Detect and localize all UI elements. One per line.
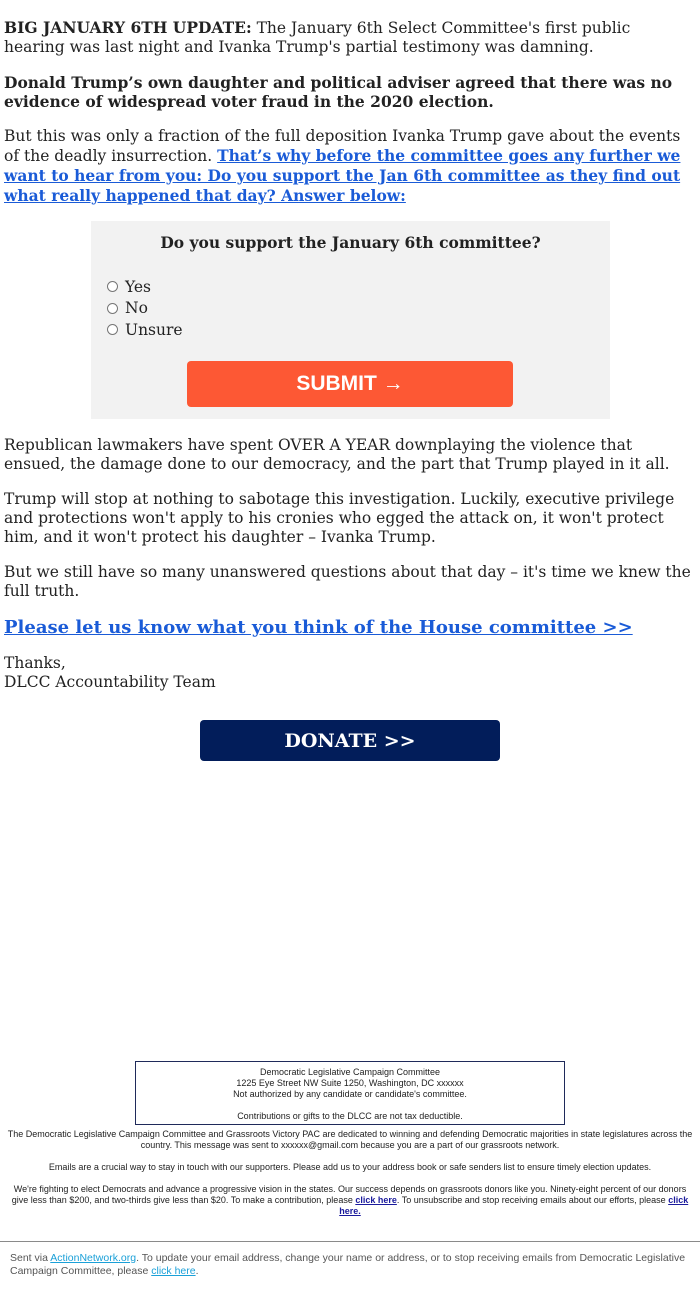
option-yes-label: Yes: [125, 277, 152, 296]
fine-print-donors: [5, 1184, 695, 1217]
tax-notice: Contributions or gifts to the DLCC are not tax deductible.: [237, 1111, 463, 1121]
submit-button[interactable]: SUBMIT →: [187, 361, 513, 407]
action-network-link[interactable]: ActionNetwork.org: [50, 1252, 137, 1264]
survey-question: Do you support the January 6th committee?: [160, 233, 541, 252]
footer-divider: [0, 1241, 700, 1242]
signoff: [4, 654, 694, 692]
org-address: 1225 Eye Street NW Suite 1250, Washington, DC xxxxxx: [236, 1078, 464, 1088]
radio-no[interactable]: [107, 303, 118, 314]
donors-text-b: . To unsubscribe and stop receiving emails about our efforts, please: [396, 1195, 669, 1205]
email-content: [4, 18, 694, 692]
authorization-notice: Not authorized by any candidate or candidate's committee.: [233, 1089, 467, 1099]
donors-text-a: We're fighting to elect Democrats and advance a progressive vision in the states. Our success depends on grassroots donors like you. Ninety-eight percent of our donors give less than $200, and two-thirds give less than $20. To make a contribution, please: [11, 1184, 687, 1205]
donate-button[interactable]: DONATE >>: [200, 720, 500, 761]
sent-prefix: Sent via: [10, 1252, 51, 1264]
org-name: Democratic Legislative Campaign Committee: [259, 1067, 441, 1077]
option-unsure[interactable]: [107, 319, 183, 341]
body-paragraph-1: Republican lawmakers have spent OVER A YEAR downplaying the violence that ensued, the damage done to our democracy, and the part that Trump played in it all.: [4, 436, 670, 473]
body-paragraph-2: Trump will stop at nothing to sabotage this investigation. Luckily, executive privilege and protections won't apply to his cronies who egged the attack on, it won't protect him, and it won't protect his daughter – Ivanka Trump.: [4, 490, 675, 546]
radio-yes[interactable]: [107, 281, 118, 292]
body-paragraph-3: But we still have so many unanswered questions about that day – it's time we knew the full truth.: [4, 563, 691, 600]
committee-opinion-link[interactable]: Please let us know what you think of the House committee >>: [4, 617, 633, 638]
signature-text: DLCC Accountability Team: [4, 673, 216, 691]
sent-via-notice: [10, 1252, 690, 1278]
call-to-action-paragraph: [4, 127, 694, 206]
update-preferences-link[interactable]: click here: [151, 1265, 196, 1277]
unsubscribe-link[interactable]: click here.: [339, 1195, 689, 1216]
intro-lead: BIG JANUARY 6TH UPDATE:: [4, 18, 252, 37]
option-yes[interactable]: [107, 276, 183, 298]
cta-text: But this was only a fraction of the full deposition Ivanka Trump gave about the events of the deadly insurrection.: [4, 127, 681, 165]
option-no[interactable]: [107, 298, 183, 320]
contribute-link[interactable]: click here: [355, 1195, 397, 1205]
sent-suffix: .: [195, 1265, 199, 1277]
survey-options: [107, 276, 183, 341]
sent-middle: . To update your email address, change your name or address, or to stop receiving emails from Democratic Legislative Campaign Committee, please: [10, 1252, 686, 1277]
option-no-label: No: [125, 299, 148, 318]
fine-print-emails: Emails are a crucial way to stay in touch with our supporters. Please add us to your address book or safe senders list to ensure timely election updates.: [48, 1162, 652, 1172]
intro-rest: The January 6th Select Committee's first public hearing was last night and Ivanka Trump's partial testimony was damning.: [4, 19, 631, 56]
bold-paragraph: Donald Trump’s own daughter and political adviser agreed that there was no evidence of widespread voter fraud in the 2020 election.: [4, 73, 673, 111]
intro-paragraph: [4, 18, 694, 57]
thanks-text: Thanks,: [4, 654, 66, 672]
radio-unsure[interactable]: [107, 324, 118, 335]
footer-address-box: [135, 1061, 565, 1125]
fine-print-mission: The Democratic Legislative Campaign Committee and Grassroots Victory PAC are dedicated to winning and defending Democratic majorities in state legislatures across the country. This message was sent to xxxxxx@gmail.com because you are a part of our grassroots network.: [7, 1129, 693, 1150]
option-unsure-label: Unsure: [125, 320, 183, 339]
survey-box: [91, 221, 610, 419]
survey-link[interactable]: That’s why before the committee goes any further we want to hear from you: Do you support the Jan 6th committee as they find out what really happened that day? Answer below:: [4, 146, 681, 205]
